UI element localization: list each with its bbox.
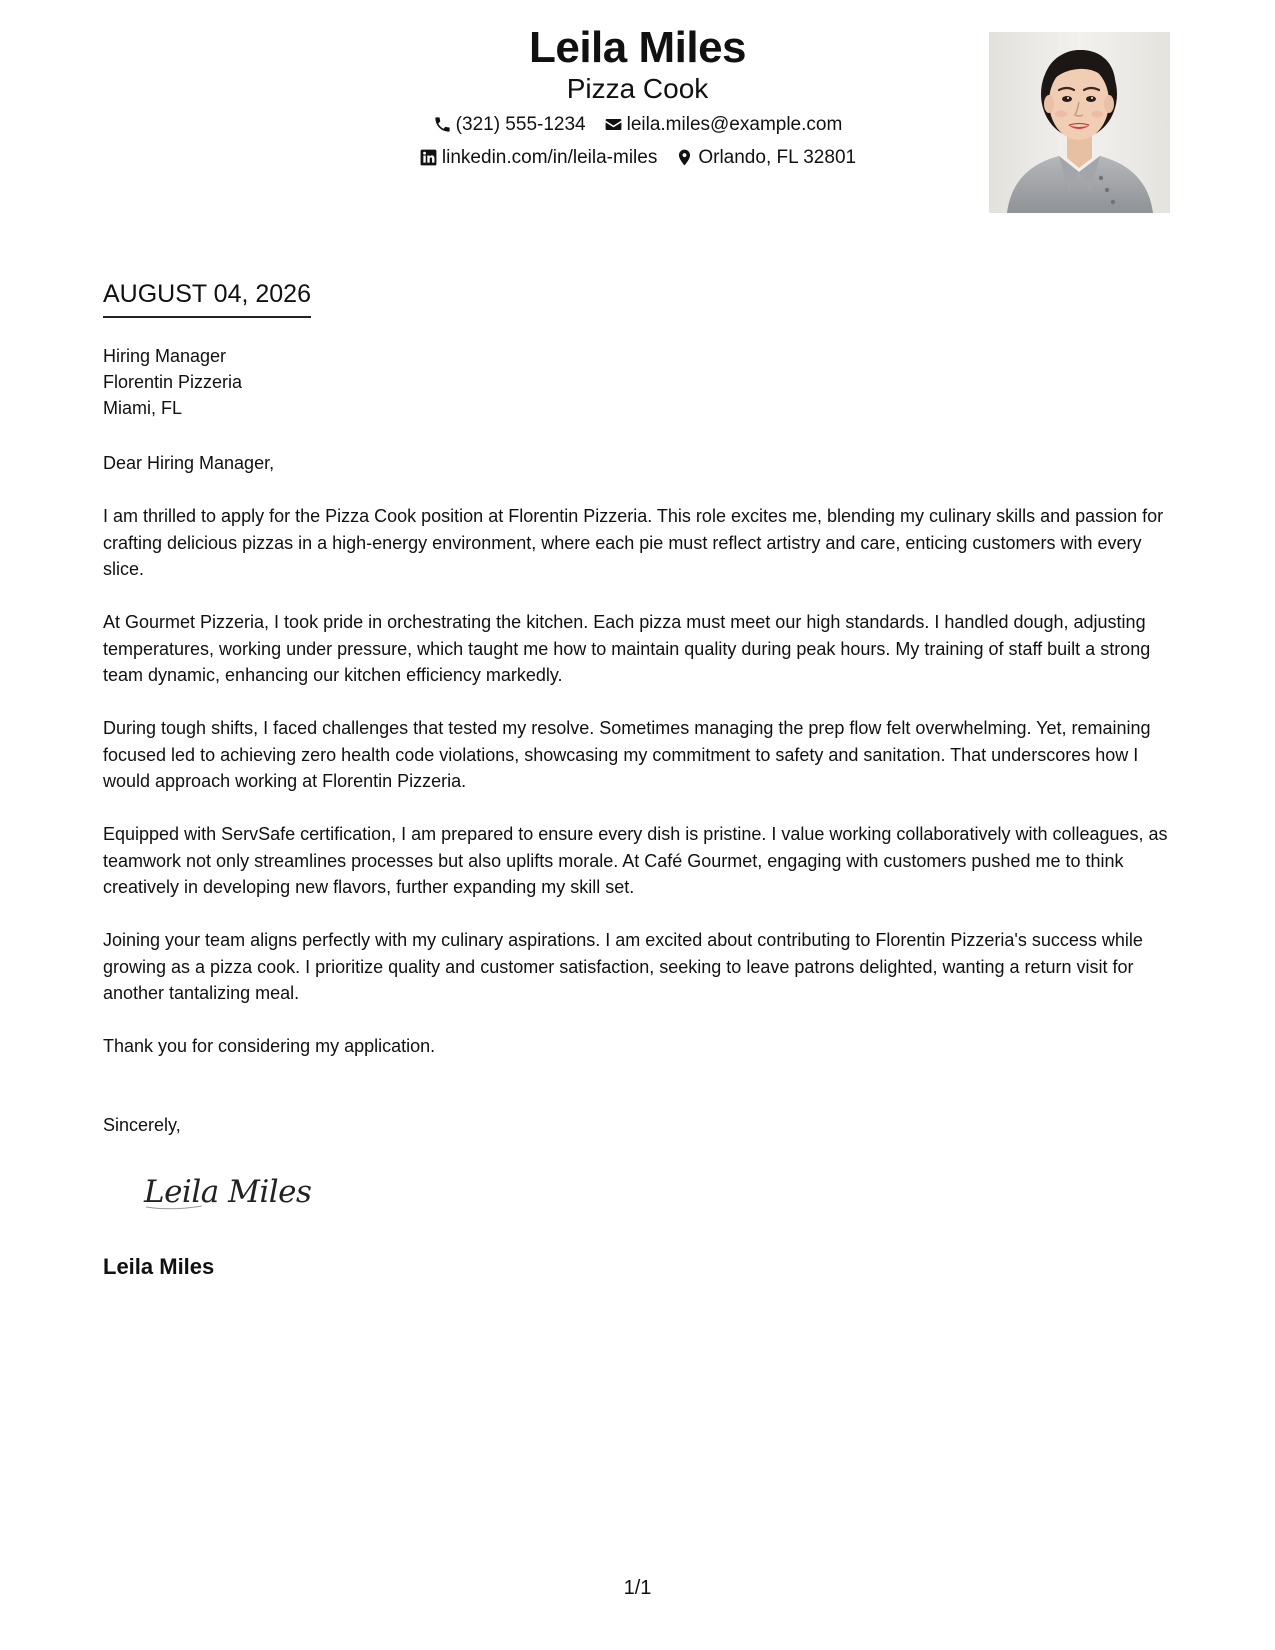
map-pin-icon	[675, 148, 694, 167]
letter-body	[103, 450, 1178, 1086]
body-paragraph: At Gourmet Pizzeria, I took pride in orchestrating the kitchen. Each pizza must meet our high standards. I handled dough, adjusting temperatures, working under pressure, which taught me how to maintain quality during peak hours. My training of staff built a strong team dynamic, enhancing our kitchen efficiency markedly.	[103, 612, 1151, 685]
contact-phone	[433, 115, 586, 134]
recipient-company: Florentin Pizzeria	[103, 372, 243, 392]
recipient-location: Miami, FL	[103, 398, 183, 418]
linkedin-text: linkedin.com/in/leila-miles	[441, 147, 658, 168]
applicant-name: Leila Miles	[528, 23, 747, 72]
envelope-icon	[604, 115, 623, 134]
body-paragraph: Joining your team aligns perfectly with my culinary aspirations. I am excited about contributing to Florentin Pizzeria's success while growing as a pizza cook. I prioritize quality and customer satisfaction, seeking to leave patrons delighted, wanting a return visit for another tantalizing meal.	[103, 930, 1143, 1003]
letter-date: AUGUST 04, 2026	[103, 282, 311, 318]
body-paragraph: Equipped with ServSafe certification, I am prepared to ensure every dish is pristine. I value working collaboratively with colleagues, as teamwork not only streamlines processes but also uplifts morale. At Café Gourmet, engaging with customers pushed me to think creatively in developing new flavors, further expanding my skill set.	[103, 824, 1168, 897]
contact-location	[675, 148, 856, 167]
contact-linkedin[interactable]	[419, 148, 657, 167]
letter-date-block	[103, 282, 311, 318]
body-paragraph: I am thrilled to apply for the Pizza Cook position at Florentin Pizzeria. This role excites me, blending my culinary skills and passion for crafting delicious pizzas in a high-energy environment, where each pie must reflect artistry and care, enticing customers with every slice.	[103, 506, 1164, 579]
contact-email[interactable]	[604, 115, 843, 134]
phone-icon	[433, 115, 452, 134]
email-text: leila.miles@example.com	[626, 114, 843, 135]
recipient-title: Hiring Manager	[103, 346, 227, 366]
job-title: Pizza Cook	[566, 73, 709, 104]
signer-name: Leila Miles	[103, 1254, 215, 1279]
phone-text: (321) 555-1234	[455, 114, 586, 135]
thank-you-line: Thank you for considering my application.	[103, 1036, 436, 1056]
closing: Sincerely,	[103, 1115, 181, 1135]
profile-photo	[989, 32, 1170, 213]
location-text: Orlando, FL 32801	[698, 147, 857, 168]
salutation: Dear Hiring Manager,	[103, 453, 275, 473]
page-number: 1/1	[623, 1577, 652, 1599]
handwritten-signature	[142, 1165, 322, 1215]
recipient-address	[103, 343, 242, 421]
svg-text:Leila Miles: Leila Miles	[144, 1174, 312, 1210]
linkedin-icon	[419, 148, 438, 167]
body-paragraph: During tough shifts, I faced challenges that tested my resolve. Sometimes managing the prep flow felt overwhelming. Yet, remaining focused led to achieving zero health code violations, showcasing my commitment to safety and sanitation. That underscores how I would approach working at Florentin Pizzeria.	[103, 718, 1151, 791]
